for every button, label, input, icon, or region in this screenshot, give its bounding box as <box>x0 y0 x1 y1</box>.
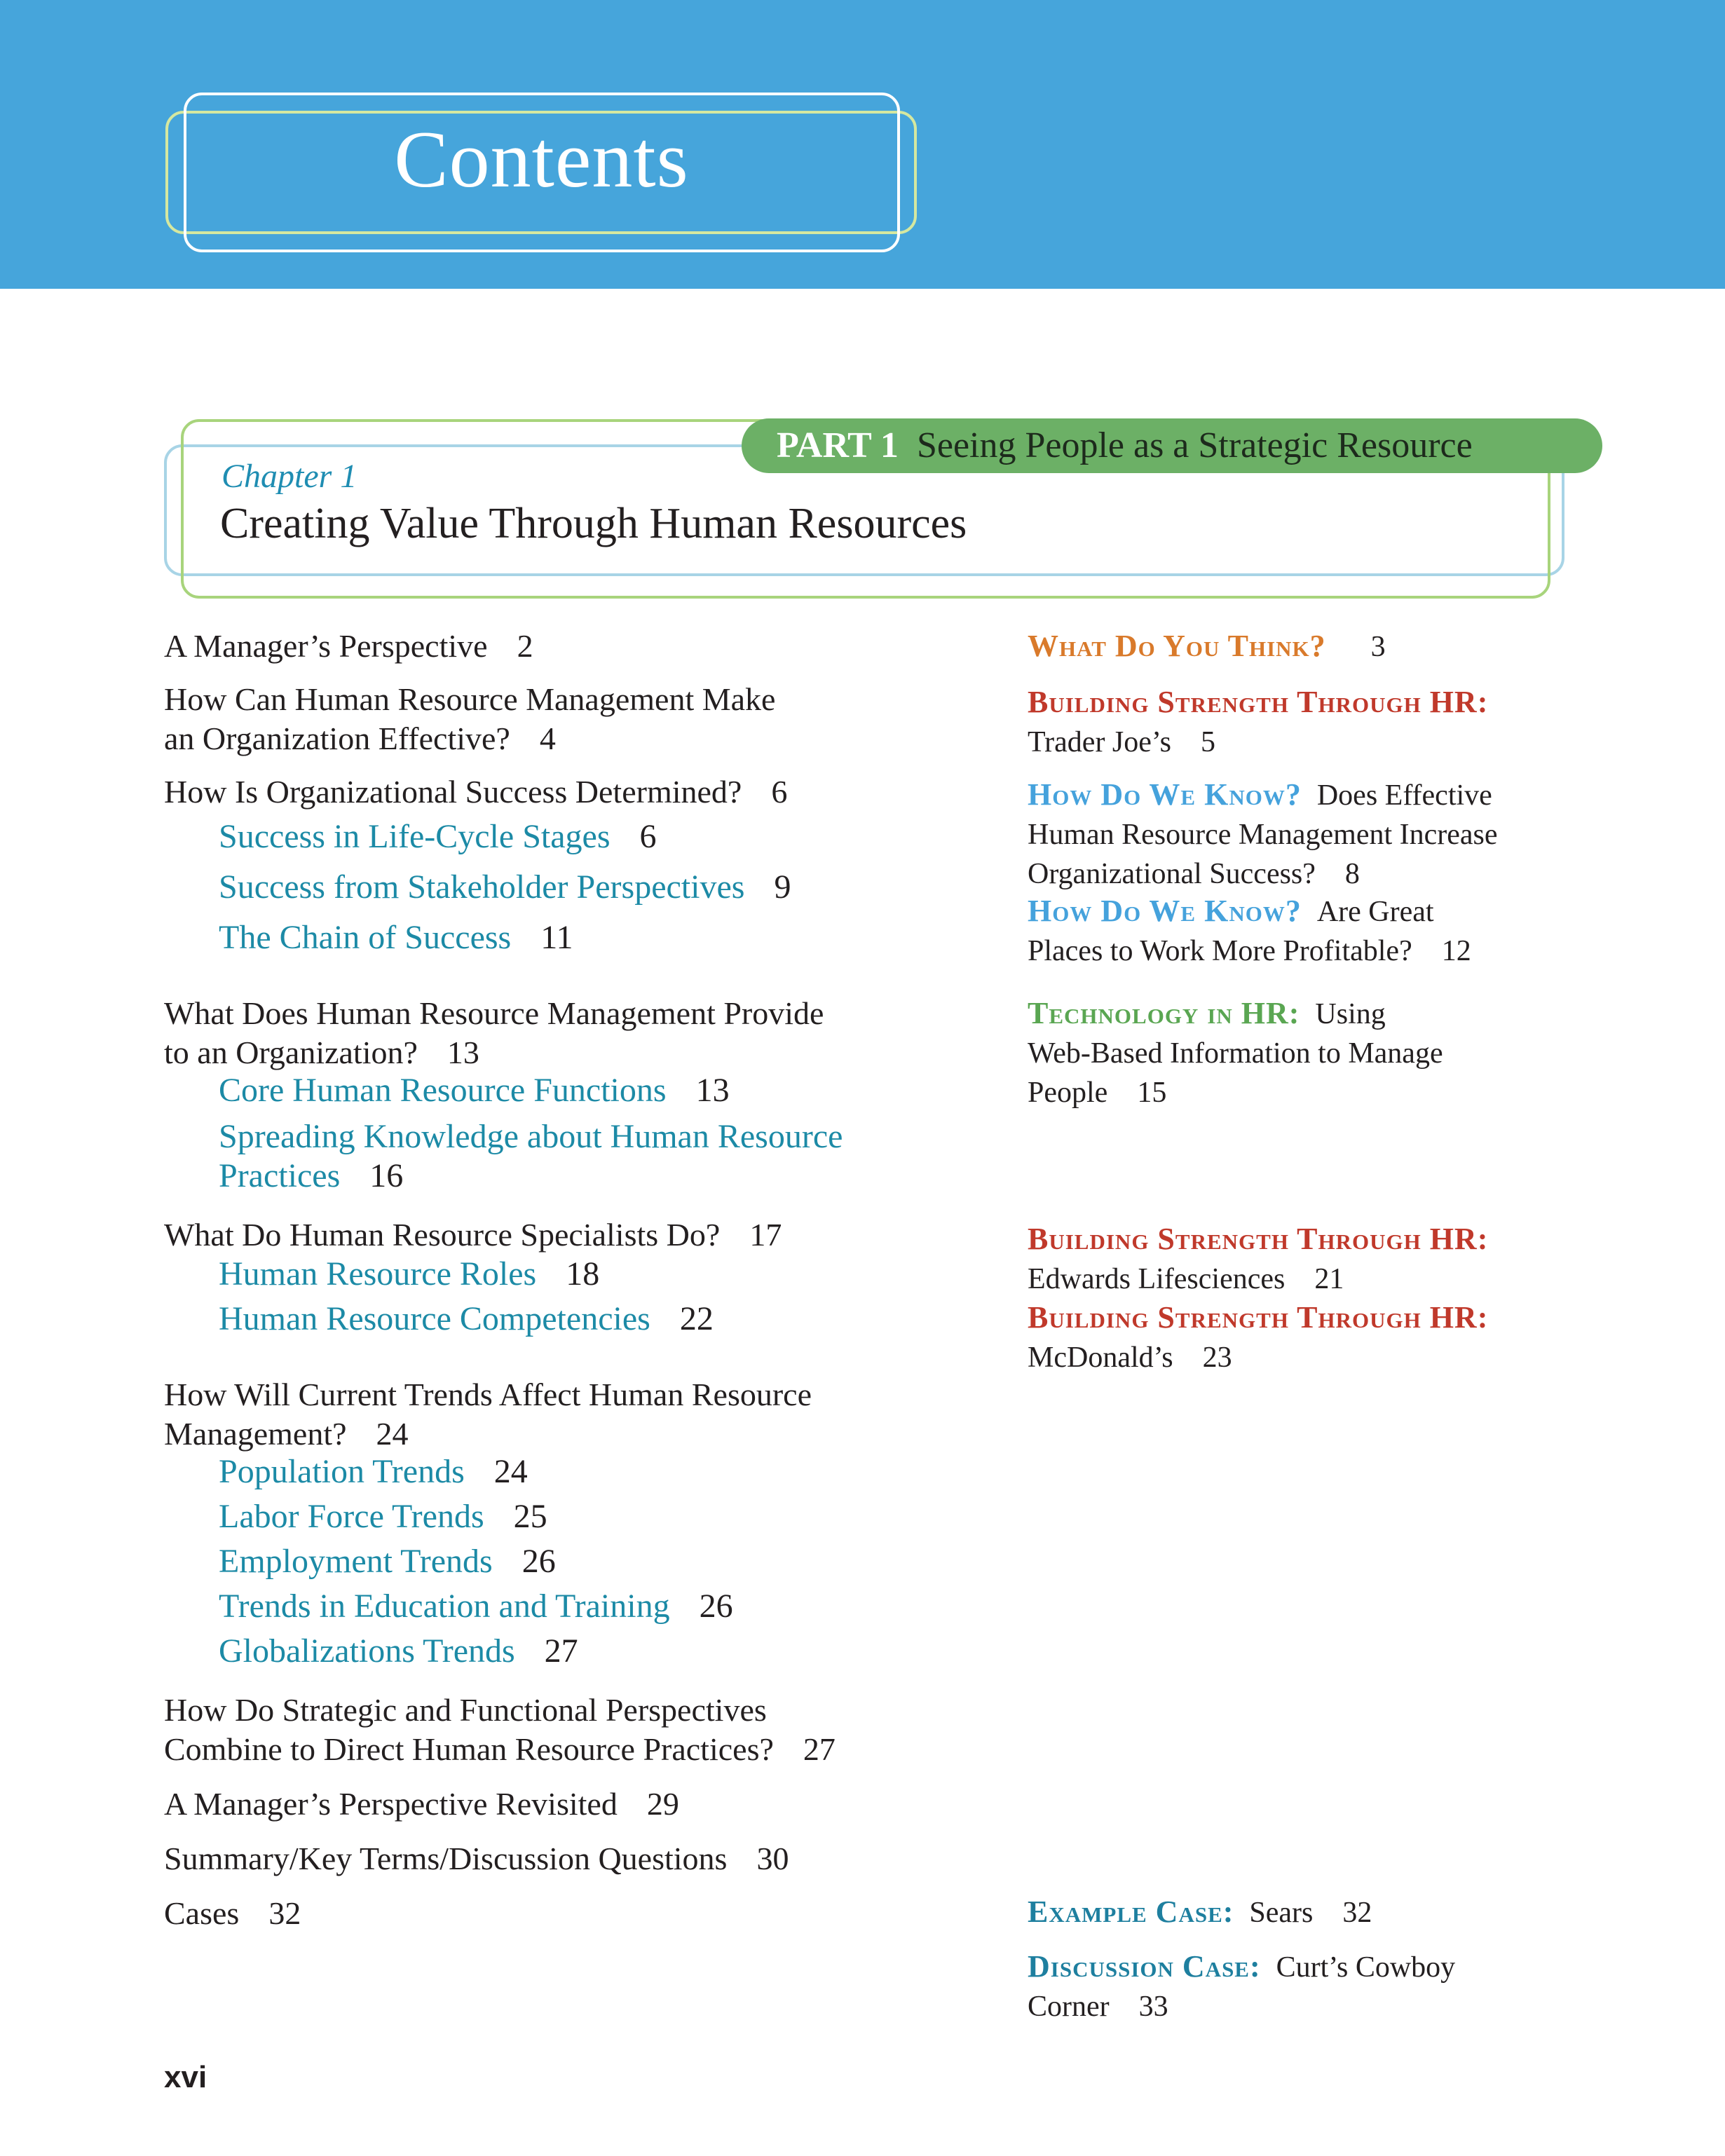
toc-entry: What Do Human Resource Specialists Do? 17 <box>164 1217 782 1253</box>
feature-entry: How Do We Know? Are Great Places to Work More Profitable? 12 <box>1028 894 1471 967</box>
toc-entry: How Can Human Resource Management Make an Organization Effective? 4 <box>164 681 776 756</box>
toc-subentry: The Chain of Success 11 <box>219 919 573 956</box>
part-banner <box>742 418 1602 473</box>
toc-subentry: Human Resource Competencies 22 <box>219 1300 714 1337</box>
part-title: Seeing People as a Strategic Resource <box>916 425 1473 465</box>
toc-subentry: Labor Force Trends 25 <box>219 1498 547 1535</box>
toc-entry: How Do Strategic and Functional Perspectives Combine to Direct Human Resource Practices? 27 <box>164 1692 836 1767</box>
feature-entry: Discussion Case: Curt’s Cowboy Corner 33 <box>1028 1949 1456 2023</box>
feature-entry: Technology in HR: Using Web-Based Information to Manage People 15 <box>1028 996 1443 1109</box>
toc-entry: What Does Human Resource Management Provide to an Organization? 13 <box>164 995 824 1070</box>
feature-entry: Example Case: Sears 32 <box>1028 1895 1372 1929</box>
feature-entry: Building Strength Through HR: Trader Joe’s 5 <box>1028 685 1489 758</box>
chapter-label: Chapter 1 <box>221 458 357 495</box>
toc-subentry: Core Human Resource Functions 13 <box>219 1072 730 1109</box>
feature-entry: What Do You Think? 3 <box>1028 629 1386 663</box>
toc-subentry: Population Trends 24 <box>219 1453 528 1490</box>
toc-subentry: Success from Stakeholder Perspectives 9 <box>219 868 791 906</box>
toc-entry: How Is Organizational Success Determined? 6 <box>164 774 788 810</box>
toc-subentry: Success in Life-Cycle Stages 6 <box>219 818 657 855</box>
toc-subentry: Globalizations Trends 27 <box>219 1632 578 1670</box>
toc-entry: A Manager’s Perspective Revisited 29 <box>164 1786 679 1822</box>
toc-subentry: Spreading Knowledge about Human Resource Practices 16 <box>219 1118 843 1194</box>
toc-entry: How Will Current Trends Affect Human Resource Management? 24 <box>164 1377 812 1452</box>
page-number: xvi <box>164 2060 207 2094</box>
toc-subentry: Trends in Education and Training 26 <box>219 1588 733 1625</box>
toc-entry: Cases 32 <box>164 1895 301 1931</box>
feature-entry: Building Strength Through HR: Edwards Lifesciences 21 <box>1028 1222 1489 1295</box>
part-label: PART 1 <box>777 425 899 465</box>
feature-entry: Building Strength Through HR: McDonald’s 23 <box>1028 1300 1489 1374</box>
chapter-title: Creating Value Through Human Resources <box>220 500 967 547</box>
feature-entry: How Do We Know? Does Effective Human Resource Management Increase Organizational Success? 8 <box>1028 777 1498 890</box>
page-title: Contents <box>394 115 689 205</box>
toc-subentry: Human Resource Roles 18 <box>219 1255 600 1292</box>
toc-entry: Summary/Key Terms/Discussion Questions 30 <box>164 1841 789 1876</box>
toc-subentry: Employment Trends 26 <box>219 1543 556 1580</box>
toc-entry: A Manager’s Perspective 2 <box>164 628 533 664</box>
